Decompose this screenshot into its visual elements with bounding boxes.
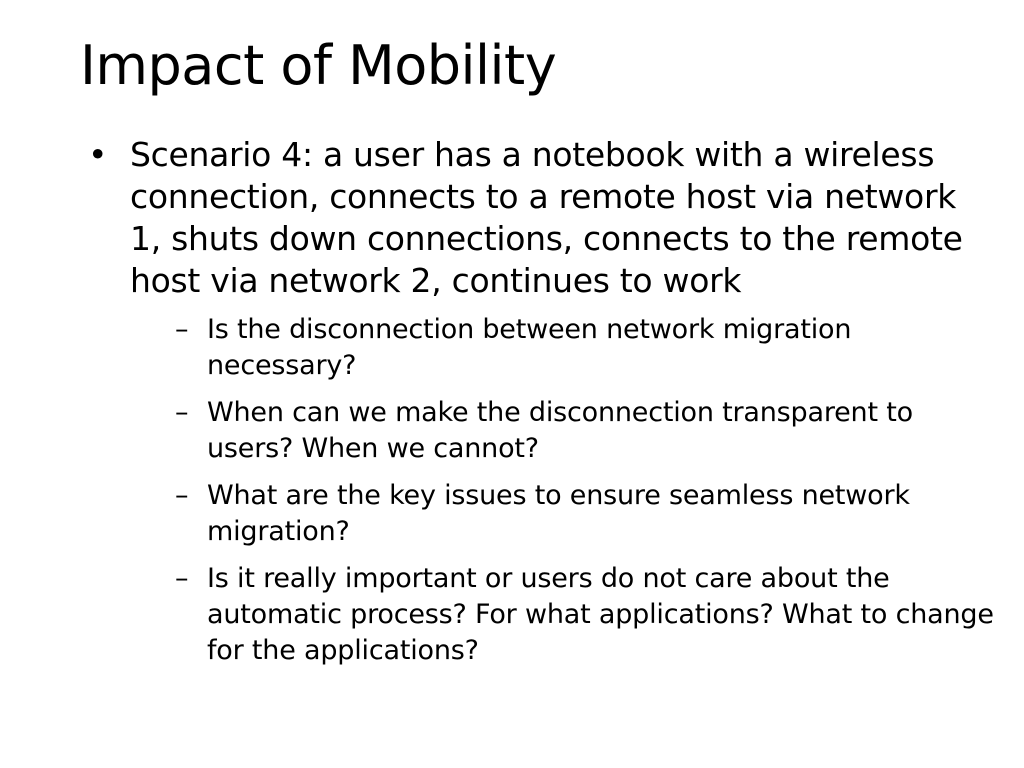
sub-bullet-item [175, 478, 1007, 550]
bullet-dot-icon: • [88, 135, 108, 174]
sub-bullet-text: Is the disconnection between network migration necessary? [207, 314, 852, 381]
sub-bullet-item [175, 312, 1007, 384]
sub-bullet-text: What are the key issues to ensure seamless network migration? [207, 480, 910, 547]
bullet-item [88, 134, 972, 302]
sub-bullet-item [175, 395, 1007, 467]
slide-title: Impact of Mobility [80, 34, 557, 97]
dash-icon: – [175, 480, 189, 511]
slide-content [88, 134, 994, 680]
bullet-text: Scenario 4: a user has a notebook with a wireless connection, connects to a remote host via network 1, shuts down connections, connects to the remote host via network 2, continues to work [130, 135, 963, 300]
dash-icon: – [175, 563, 189, 594]
sub-bullet-text: Is it really important or users do not care about the automatic process? For what applications? What to change for the applications? [207, 563, 994, 666]
sub-bullet-list [88, 312, 994, 669]
sub-bullet-item [175, 561, 1007, 669]
dash-icon: – [175, 314, 189, 345]
dash-icon: – [175, 397, 189, 428]
sub-bullet-text: When can we make the disconnection transparent to users? When we cannot? [207, 397, 913, 464]
